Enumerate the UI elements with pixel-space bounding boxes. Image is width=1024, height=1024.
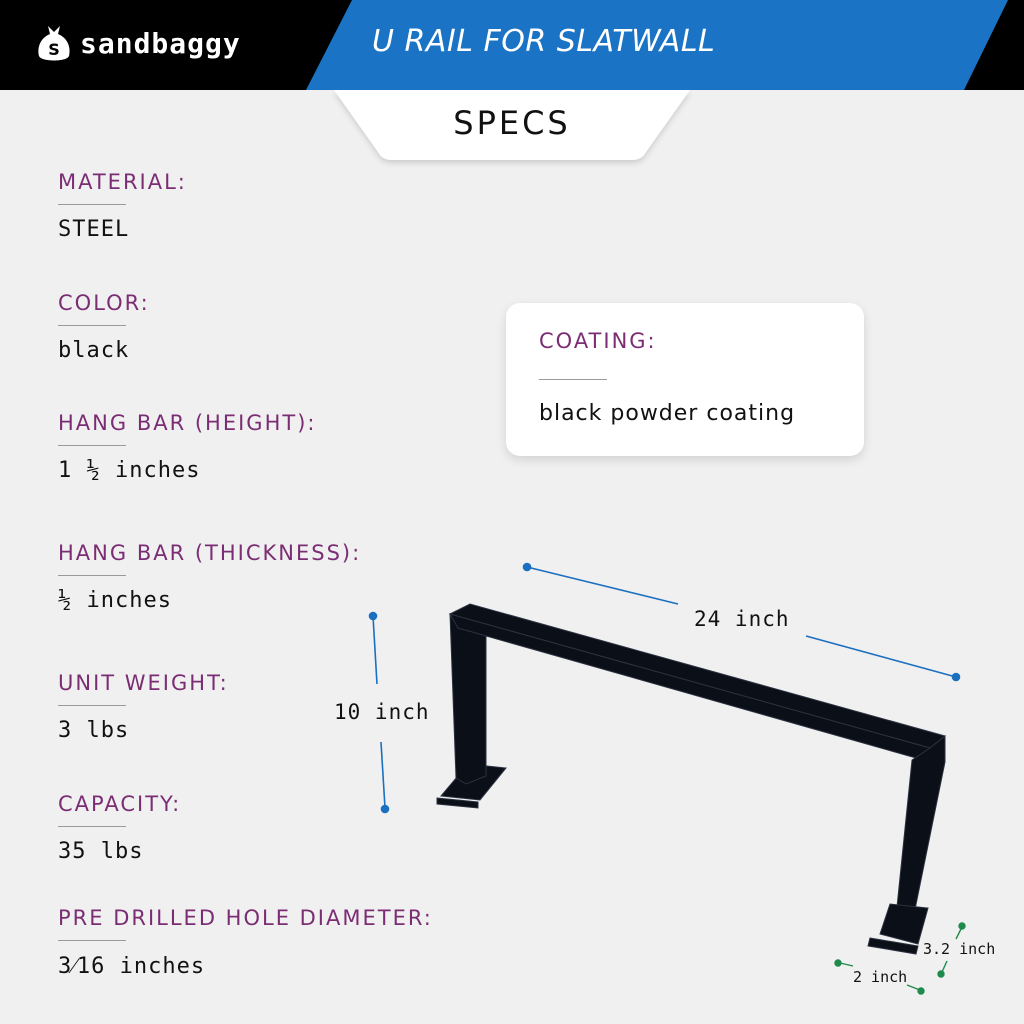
spec-label: CAPACITY: [58, 792, 182, 816]
spec-label: HANG BAR (HEIGHT): [58, 411, 317, 435]
spec-label: COLOR: [58, 291, 150, 315]
plate-width-label: 2 inch [853, 968, 908, 986]
spec-value: 3⁄16 inches [58, 954, 206, 979]
coating-value: black powder coating [539, 401, 796, 426]
spec-value: 1 ½ inches [58, 458, 201, 483]
spec-label: HANG BAR (THICKNESS): [58, 541, 362, 565]
spec-label: PRE DRILLED HOLE DIAMETER: [58, 906, 433, 930]
length-label: 24 inch [694, 607, 790, 631]
height-label: 10 inch [334, 700, 430, 724]
spec-value: STEEL [58, 217, 130, 242]
specs-heading: SPECS [453, 104, 571, 142]
rail-body [437, 604, 945, 954]
spec-value: 3 lbs [58, 718, 130, 743]
coating-label: COATING: [539, 329, 657, 353]
spec-value: ½ inches [58, 588, 172, 613]
logo-letter: S [48, 40, 60, 59]
spec-label: MATERIAL: [58, 170, 187, 194]
brand-name: sandbaggy [80, 26, 241, 60]
page-title: U RAIL FOR SLATWALL [372, 24, 716, 59]
plate-length-label: 3.2 inch [923, 940, 996, 958]
spec-label: UNIT WEIGHT: [58, 671, 229, 695]
spec-value: 35 lbs [58, 839, 144, 864]
spec-value: black [58, 338, 130, 363]
